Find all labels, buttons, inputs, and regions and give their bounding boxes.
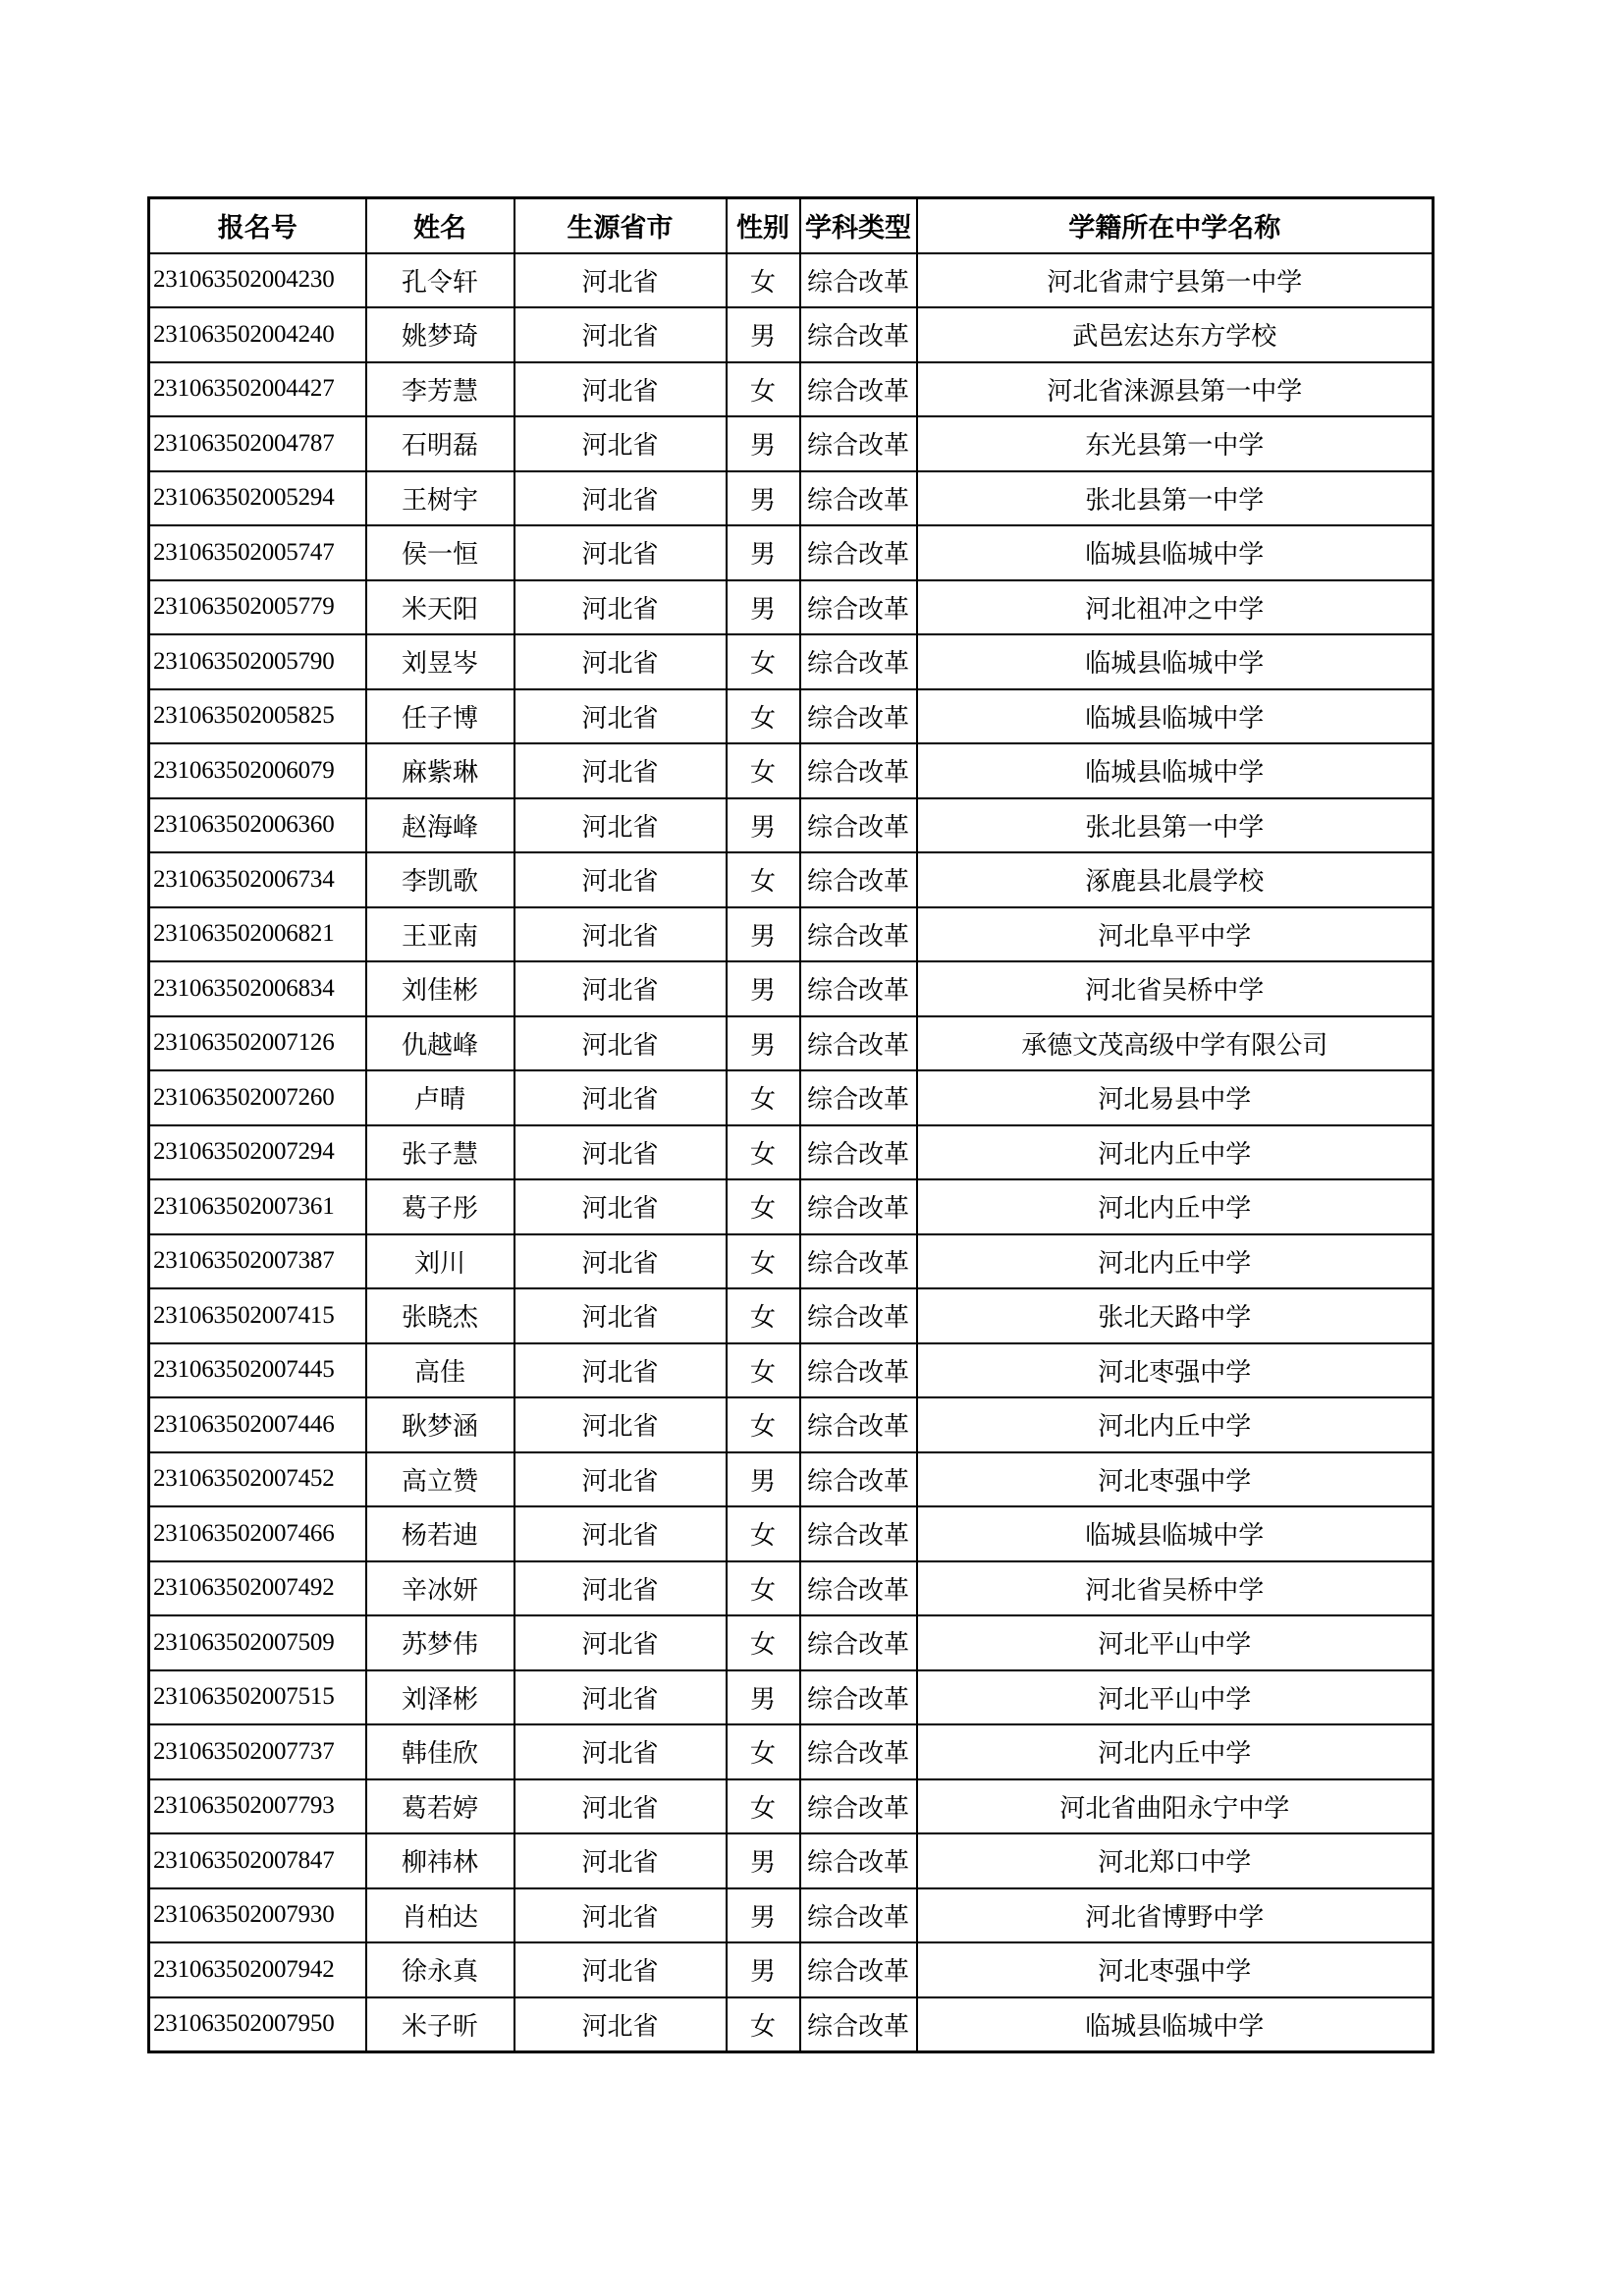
- table-row: [149, 1234, 1434, 1289]
- cell-registration-number: 231063502007126: [149, 1016, 366, 1071]
- cell-province: 河北省: [514, 907, 727, 962]
- cell-province: 河北省: [514, 743, 727, 798]
- cell-registration-number: 231063502007387: [149, 1234, 366, 1289]
- cell-school-name: 河北省吴桥中学: [917, 961, 1434, 1016]
- cell-subject-type: 综合改革: [800, 1997, 917, 2052]
- cell-gender: 男: [727, 798, 800, 853]
- cell-subject-type: 综合改革: [800, 307, 917, 362]
- cell-subject-type: 综合改革: [800, 798, 917, 853]
- header-name: 姓名: [366, 198, 514, 253]
- cell-registration-number: 231063502006079: [149, 743, 366, 798]
- cell-school-name: 河北平山中学: [917, 1615, 1434, 1670]
- cell-name: 石明磊: [366, 416, 514, 471]
- table-row: [149, 743, 1434, 798]
- cell-gender: 女: [727, 1506, 800, 1561]
- cell-gender: 男: [727, 416, 800, 471]
- cell-subject-type: 综合改革: [800, 634, 917, 689]
- cell-province: 河北省: [514, 1724, 727, 1779]
- table-row: [149, 1016, 1434, 1071]
- cell-school-name: 东光县第一中学: [917, 416, 1434, 471]
- cell-gender: 女: [727, 1779, 800, 1834]
- cell-subject-type: 综合改革: [800, 1070, 917, 1125]
- cell-registration-number: 231063502005779: [149, 580, 366, 635]
- cell-name: 米天阳: [366, 580, 514, 635]
- cell-subject-type: 综合改革: [800, 580, 917, 635]
- cell-name: 侯一恒: [366, 525, 514, 580]
- cell-subject-type: 综合改革: [800, 1615, 917, 1670]
- cell-gender: 女: [727, 1125, 800, 1180]
- cell-gender: 男: [727, 580, 800, 635]
- cell-school-name: 临城县临城中学: [917, 1997, 1434, 2052]
- cell-subject-type: 综合改革: [800, 362, 917, 417]
- table-row: [149, 1888, 1434, 1943]
- cell-registration-number: 231063502006834: [149, 961, 366, 1016]
- cell-gender: 女: [727, 1179, 800, 1234]
- table-row: [149, 689, 1434, 744]
- cell-registration-number: 231063502007847: [149, 1833, 366, 1888]
- cell-registration-number: 231063502007415: [149, 1288, 366, 1343]
- cell-gender: 女: [727, 634, 800, 689]
- cell-name: 米子昕: [366, 1997, 514, 2052]
- header-registration-number: 报名号: [149, 198, 366, 253]
- table-row: [149, 1070, 1434, 1125]
- cell-gender: 男: [727, 907, 800, 962]
- cell-school-name: 临城县临城中学: [917, 525, 1434, 580]
- cell-gender: 女: [727, 1724, 800, 1779]
- cell-subject-type: 综合改革: [800, 1125, 917, 1180]
- cell-province: 河北省: [514, 1397, 727, 1452]
- cell-province: 河北省: [514, 1997, 727, 2052]
- table-row: [149, 634, 1434, 689]
- header-province: 生源省市: [514, 198, 727, 253]
- student-roster-table: [147, 196, 1435, 2053]
- cell-gender: 男: [727, 307, 800, 362]
- cell-province: 河北省: [514, 1561, 727, 1616]
- cell-registration-number: 231063502004240: [149, 307, 366, 362]
- cell-subject-type: 综合改革: [800, 689, 917, 744]
- cell-subject-type: 综合改革: [800, 471, 917, 526]
- cell-registration-number: 231063502005294: [149, 471, 366, 526]
- table-row: [149, 416, 1434, 471]
- cell-registration-number: 231063502007361: [149, 1179, 366, 1234]
- cell-school-name: 河北省曲阳永宁中学: [917, 1779, 1434, 1834]
- cell-gender: 女: [727, 1397, 800, 1452]
- cell-subject-type: 综合改革: [800, 1942, 917, 1997]
- cell-school-name: 河北内丘中学: [917, 1397, 1434, 1452]
- cell-name: 麻紫琳: [366, 743, 514, 798]
- cell-subject-type: 综合改革: [800, 1452, 917, 1507]
- cell-registration-number: 231063502006821: [149, 907, 366, 962]
- table-row: [149, 1506, 1434, 1561]
- table-header: [149, 198, 1434, 253]
- cell-gender: 男: [727, 1452, 800, 1507]
- cell-province: 河北省: [514, 634, 727, 689]
- cell-registration-number: 231063502007942: [149, 1942, 366, 1997]
- cell-subject-type: 综合改革: [800, 907, 917, 962]
- cell-school-name: 武邑宏达东方学校: [917, 307, 1434, 362]
- cell-name: 李凯歌: [366, 852, 514, 907]
- cell-school-name: 临城县临城中学: [917, 1506, 1434, 1561]
- table-body: [149, 253, 1434, 2052]
- cell-name: 辛冰妍: [366, 1561, 514, 1616]
- header-row: [149, 198, 1434, 253]
- table-row: [149, 253, 1434, 308]
- cell-province: 河北省: [514, 1234, 727, 1289]
- cell-registration-number: 231063502007452: [149, 1452, 366, 1507]
- table-row: [149, 1452, 1434, 1507]
- cell-subject-type: 综合改革: [800, 1397, 917, 1452]
- cell-registration-number: 231063502007445: [149, 1343, 366, 1398]
- cell-name: 李芳慧: [366, 362, 514, 417]
- cell-name: 孔令轩: [366, 253, 514, 308]
- cell-name: 葛若婷: [366, 1779, 514, 1834]
- table-row: [149, 1397, 1434, 1452]
- cell-gender: 男: [727, 1888, 800, 1943]
- cell-gender: 女: [727, 1561, 800, 1616]
- table-row: [149, 1179, 1434, 1234]
- cell-name: 徐永真: [366, 1942, 514, 1997]
- cell-name: 刘昱岑: [366, 634, 514, 689]
- cell-subject-type: 综合改革: [800, 1724, 917, 1779]
- table-row: [149, 362, 1434, 417]
- cell-name: 葛子彤: [366, 1179, 514, 1234]
- cell-registration-number: 231063502007930: [149, 1888, 366, 1943]
- table-row: [149, 580, 1434, 635]
- cell-province: 河北省: [514, 1343, 727, 1398]
- cell-gender: 女: [727, 689, 800, 744]
- cell-school-name: 河北祖冲之中学: [917, 580, 1434, 635]
- cell-school-name: 河北郑口中学: [917, 1833, 1434, 1888]
- cell-province: 河北省: [514, 1179, 727, 1234]
- cell-subject-type: 综合改革: [800, 1016, 917, 1071]
- cell-province: 河北省: [514, 1452, 727, 1507]
- cell-province: 河北省: [514, 1670, 727, 1725]
- cell-name: 王亚南: [366, 907, 514, 962]
- cell-subject-type: 综合改革: [800, 1288, 917, 1343]
- cell-school-name: 张北县第一中学: [917, 471, 1434, 526]
- cell-registration-number: 231063502007950: [149, 1997, 366, 2052]
- table-row: [149, 1125, 1434, 1180]
- cell-subject-type: 综合改革: [800, 1779, 917, 1834]
- cell-gender: 女: [727, 253, 800, 308]
- cell-registration-number: 231063502006734: [149, 852, 366, 907]
- cell-province: 河北省: [514, 1779, 727, 1834]
- cell-name: 刘泽彬: [366, 1670, 514, 1725]
- table-row: [149, 1670, 1434, 1725]
- cell-gender: 女: [727, 362, 800, 417]
- cell-subject-type: 综合改革: [800, 1506, 917, 1561]
- cell-registration-number: 231063502004230: [149, 253, 366, 308]
- cell-school-name: 河北易县中学: [917, 1070, 1434, 1125]
- cell-name: 肖柏达: [366, 1888, 514, 1943]
- cell-registration-number: 231063502007294: [149, 1125, 366, 1180]
- cell-school-name: 河北平山中学: [917, 1670, 1434, 1725]
- cell-gender: 女: [727, 1288, 800, 1343]
- cell-subject-type: 综合改革: [800, 961, 917, 1016]
- cell-school-name: 河北阜平中学: [917, 907, 1434, 962]
- cell-name: 刘川: [366, 1234, 514, 1289]
- cell-gender: 女: [727, 852, 800, 907]
- cell-subject-type: 综合改革: [800, 852, 917, 907]
- cell-subject-type: 综合改革: [800, 1234, 917, 1289]
- header-school-name: 学籍所在中学名称: [917, 198, 1434, 253]
- cell-school-name: 河北内丘中学: [917, 1724, 1434, 1779]
- cell-province: 河北省: [514, 1506, 727, 1561]
- cell-name: 仇越峰: [366, 1016, 514, 1071]
- cell-province: 河北省: [514, 416, 727, 471]
- cell-registration-number: 231063502007515: [149, 1670, 366, 1725]
- cell-name: 赵海峰: [366, 798, 514, 853]
- table-row: [149, 1942, 1434, 1997]
- cell-name: 任子博: [366, 689, 514, 744]
- cell-registration-number: 231063502007492: [149, 1561, 366, 1616]
- cell-name: 卢晴: [366, 1070, 514, 1125]
- table-row: [149, 852, 1434, 907]
- cell-subject-type: 综合改革: [800, 525, 917, 580]
- cell-province: 河北省: [514, 525, 727, 580]
- table-row: [149, 1288, 1434, 1343]
- cell-name: 姚梦琦: [366, 307, 514, 362]
- table-row: [149, 798, 1434, 853]
- cell-school-name: 河北内丘中学: [917, 1179, 1434, 1234]
- cell-school-name: 临城县临城中学: [917, 634, 1434, 689]
- table-row: [149, 1343, 1434, 1398]
- cell-gender: 男: [727, 1016, 800, 1071]
- cell-subject-type: 综合改革: [800, 743, 917, 798]
- cell-name: 苏梦伟: [366, 1615, 514, 1670]
- table-row: [149, 471, 1434, 526]
- cell-gender: 男: [727, 471, 800, 526]
- cell-registration-number: 231063502007466: [149, 1506, 366, 1561]
- cell-registration-number: 231063502004787: [149, 416, 366, 471]
- cell-subject-type: 综合改革: [800, 1888, 917, 1943]
- cell-province: 河北省: [514, 362, 727, 417]
- cell-province: 河北省: [514, 1288, 727, 1343]
- table-row: [149, 1615, 1434, 1670]
- cell-name: 韩佳欣: [366, 1724, 514, 1779]
- cell-school-name: 张北天路中学: [917, 1288, 1434, 1343]
- cell-province: 河北省: [514, 307, 727, 362]
- table-row: [149, 1833, 1434, 1888]
- cell-registration-number: 231063502007509: [149, 1615, 366, 1670]
- table-row: [149, 307, 1434, 362]
- cell-province: 河北省: [514, 471, 727, 526]
- cell-registration-number: 231063502007793: [149, 1779, 366, 1834]
- cell-school-name: 临城县临城中学: [917, 743, 1434, 798]
- cell-subject-type: 综合改革: [800, 1833, 917, 1888]
- cell-province: 河北省: [514, 253, 727, 308]
- cell-school-name: 河北枣强中学: [917, 1942, 1434, 1997]
- table-row: [149, 1561, 1434, 1616]
- cell-school-name: 河北省肃宁县第一中学: [917, 253, 1434, 308]
- cell-name: 耿梦涵: [366, 1397, 514, 1452]
- cell-school-name: 河北省博野中学: [917, 1888, 1434, 1943]
- header-gender: 性别: [727, 198, 800, 253]
- cell-registration-number: 231063502007260: [149, 1070, 366, 1125]
- table-row: [149, 1997, 1434, 2052]
- cell-gender: 女: [727, 1234, 800, 1289]
- cell-province: 河北省: [514, 1615, 727, 1670]
- cell-subject-type: 综合改革: [800, 1561, 917, 1616]
- cell-province: 河北省: [514, 580, 727, 635]
- cell-school-name: 涿鹿县北晨学校: [917, 852, 1434, 907]
- cell-school-name: 临城县临城中学: [917, 689, 1434, 744]
- cell-registration-number: 231063502005747: [149, 525, 366, 580]
- cell-province: 河北省: [514, 1888, 727, 1943]
- cell-gender: 男: [727, 1833, 800, 1888]
- cell-subject-type: 综合改革: [800, 1670, 917, 1725]
- cell-school-name: 河北枣强中学: [917, 1452, 1434, 1507]
- cell-gender: 女: [727, 1343, 800, 1398]
- cell-gender: 男: [727, 525, 800, 580]
- cell-province: 河北省: [514, 1125, 727, 1180]
- cell-province: 河北省: [514, 1942, 727, 1997]
- cell-school-name: 河北省涞源县第一中学: [917, 362, 1434, 417]
- cell-gender: 女: [727, 743, 800, 798]
- cell-registration-number: 231063502006360: [149, 798, 366, 853]
- cell-name: 刘佳彬: [366, 961, 514, 1016]
- cell-gender: 男: [727, 1942, 800, 1997]
- cell-gender: 男: [727, 961, 800, 1016]
- cell-name: 张晓杰: [366, 1288, 514, 1343]
- cell-province: 河北省: [514, 1070, 727, 1125]
- cell-registration-number: 231063502007737: [149, 1724, 366, 1779]
- cell-name: 柳祎林: [366, 1833, 514, 1888]
- table-row: [149, 907, 1434, 962]
- cell-name: 高立赞: [366, 1452, 514, 1507]
- cell-gender: 女: [727, 1070, 800, 1125]
- cell-subject-type: 综合改革: [800, 416, 917, 471]
- cell-name: 王树宇: [366, 471, 514, 526]
- cell-name: 高佳: [366, 1343, 514, 1398]
- cell-school-name: 河北省吴桥中学: [917, 1561, 1434, 1616]
- cell-gender: 女: [727, 1997, 800, 2052]
- cell-registration-number: 231063502004427: [149, 362, 366, 417]
- cell-school-name: 承德文茂高级中学有限公司: [917, 1016, 1434, 1071]
- cell-subject-type: 综合改革: [800, 253, 917, 308]
- table-row: [149, 1724, 1434, 1779]
- table-row: [149, 1779, 1434, 1834]
- cell-province: 河北省: [514, 798, 727, 853]
- cell-school-name: 张北县第一中学: [917, 798, 1434, 853]
- cell-province: 河北省: [514, 1016, 727, 1071]
- cell-school-name: 河北内丘中学: [917, 1234, 1434, 1289]
- table-row: [149, 525, 1434, 580]
- cell-registration-number: 231063502005790: [149, 634, 366, 689]
- cell-name: 张子慧: [366, 1125, 514, 1180]
- cell-subject-type: 综合改革: [800, 1179, 917, 1234]
- cell-registration-number: 231063502007446: [149, 1397, 366, 1452]
- cell-gender: 男: [727, 1670, 800, 1725]
- cell-name: 杨若迪: [366, 1506, 514, 1561]
- cell-gender: 女: [727, 1615, 800, 1670]
- table-row: [149, 961, 1434, 1016]
- cell-province: 河北省: [514, 961, 727, 1016]
- header-subject-type: 学科类型: [800, 198, 917, 253]
- cell-subject-type: 综合改革: [800, 1343, 917, 1398]
- cell-province: 河北省: [514, 689, 727, 744]
- cell-school-name: 河北枣强中学: [917, 1343, 1434, 1398]
- cell-school-name: 河北内丘中学: [917, 1125, 1434, 1180]
- cell-province: 河北省: [514, 1833, 727, 1888]
- cell-registration-number: 231063502005825: [149, 689, 366, 744]
- cell-province: 河北省: [514, 852, 727, 907]
